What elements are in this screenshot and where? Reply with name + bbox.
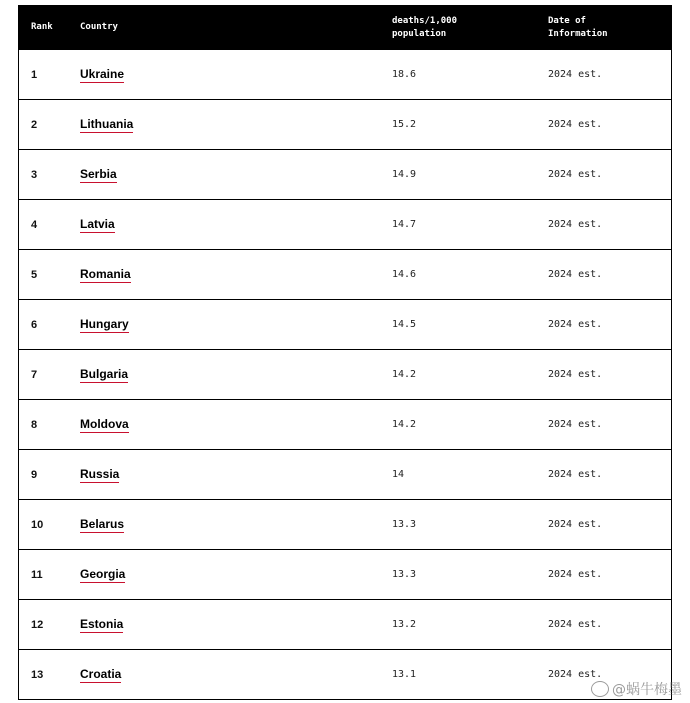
rank-cell: 5 [31, 268, 38, 281]
table-row [19, 550, 671, 600]
date-cell: 2024 est. [548, 319, 603, 330]
country-link[interactable]: Latvia [80, 216, 115, 231]
table-row [19, 300, 671, 350]
country-cell [80, 200, 115, 249]
rank-cell: 1 [31, 68, 38, 81]
rank-cell: 9 [31, 468, 38, 481]
rank-cell: 2 [31, 118, 38, 131]
rank-cell: 8 [31, 418, 38, 431]
country-link[interactable]: Lithuania [80, 116, 134, 131]
country-cell [80, 300, 129, 349]
table-row [19, 650, 671, 700]
country-cell [80, 100, 133, 149]
country-link[interactable]: Moldova [80, 416, 129, 431]
date-cell: 2024 est. [548, 669, 603, 680]
country-cell [80, 250, 131, 299]
table-row [19, 200, 671, 250]
deaths-cell: 14.2 [392, 369, 417, 380]
deaths-cell: 13.1 [392, 669, 417, 680]
header-deaths: deaths/1,000 population [392, 15, 458, 39]
table-header [19, 5, 671, 50]
date-cell: 2024 est. [548, 419, 603, 430]
country-link[interactable]: Russia [80, 466, 120, 481]
rank-cell: 13 [31, 668, 44, 681]
country-link[interactable]: Georgia [80, 566, 126, 581]
country-link[interactable]: Romania [80, 266, 131, 281]
date-cell: 2024 est. [548, 219, 603, 230]
date-cell: 2024 est. [548, 519, 603, 530]
table-body [19, 50, 671, 700]
watermark-text: @蜗牛梅墨 [612, 682, 682, 698]
country-link[interactable]: Serbia [80, 166, 117, 181]
country-cell [80, 600, 123, 649]
deaths-cell: 14.2 [392, 419, 417, 430]
country-link[interactable]: Hungary [80, 316, 129, 331]
table-row [19, 600, 671, 650]
country-link[interactable]: Estonia [80, 616, 124, 631]
table-row [19, 100, 671, 150]
deaths-cell: 13.2 [392, 619, 417, 630]
deaths-cell: 14 [392, 469, 405, 480]
rank-cell: 7 [31, 368, 38, 381]
table-row [19, 250, 671, 300]
table-row [19, 400, 671, 450]
deaths-cell: 13.3 [392, 569, 417, 580]
country-cell [80, 150, 117, 199]
country-link[interactable]: Belarus [80, 516, 125, 531]
deaths-cell: 15.2 [392, 119, 417, 130]
country-cell [80, 50, 124, 99]
date-cell: 2024 est. [548, 269, 603, 280]
date-cell: 2024 est. [548, 619, 603, 630]
country-cell [80, 450, 119, 499]
country-link[interactable]: Bulgaria [80, 366, 129, 381]
deaths-cell: 14.6 [392, 269, 417, 280]
watermark [591, 679, 682, 699]
rank-cell: 3 [31, 168, 38, 181]
date-cell: 2024 est. [548, 569, 603, 580]
country-cell [80, 400, 129, 449]
header-rank: Rank [31, 22, 53, 32]
deaths-cell: 14.5 [392, 319, 417, 330]
table-row [19, 150, 671, 200]
deaths-cell: 13.3 [392, 519, 417, 530]
date-cell: 2024 est. [548, 119, 603, 130]
country-link[interactable]: Ukraine [80, 66, 125, 81]
country-cell [80, 650, 121, 699]
date-cell: 2024 est. [548, 69, 603, 80]
deaths-cell: 14.7 [392, 219, 417, 230]
rank-cell: 6 [31, 318, 38, 331]
rank-cell: 12 [31, 618, 44, 631]
rank-cell: 11 [31, 568, 43, 581]
weibo-logo-icon [591, 681, 609, 697]
header-country: Country [80, 22, 118, 32]
country-cell [80, 500, 124, 549]
date-cell: 2024 est. [548, 169, 603, 180]
rank-cell: 10 [31, 518, 44, 531]
date-cell: 2024 est. [548, 469, 603, 480]
table-row [19, 350, 671, 400]
country-cell [80, 350, 128, 399]
country-link[interactable]: Croatia [80, 666, 122, 681]
table-row [19, 450, 671, 500]
table-row [19, 500, 671, 550]
rank-cell: 4 [31, 218, 38, 231]
deaths-cell: 18.6 [392, 69, 417, 80]
header-date: Date of Information [548, 15, 608, 39]
deaths-cell: 14.9 [392, 169, 417, 180]
death-rate-table [18, 5, 672, 700]
date-cell: 2024 est. [548, 369, 603, 380]
country-cell [80, 550, 125, 599]
table-row [19, 50, 671, 100]
